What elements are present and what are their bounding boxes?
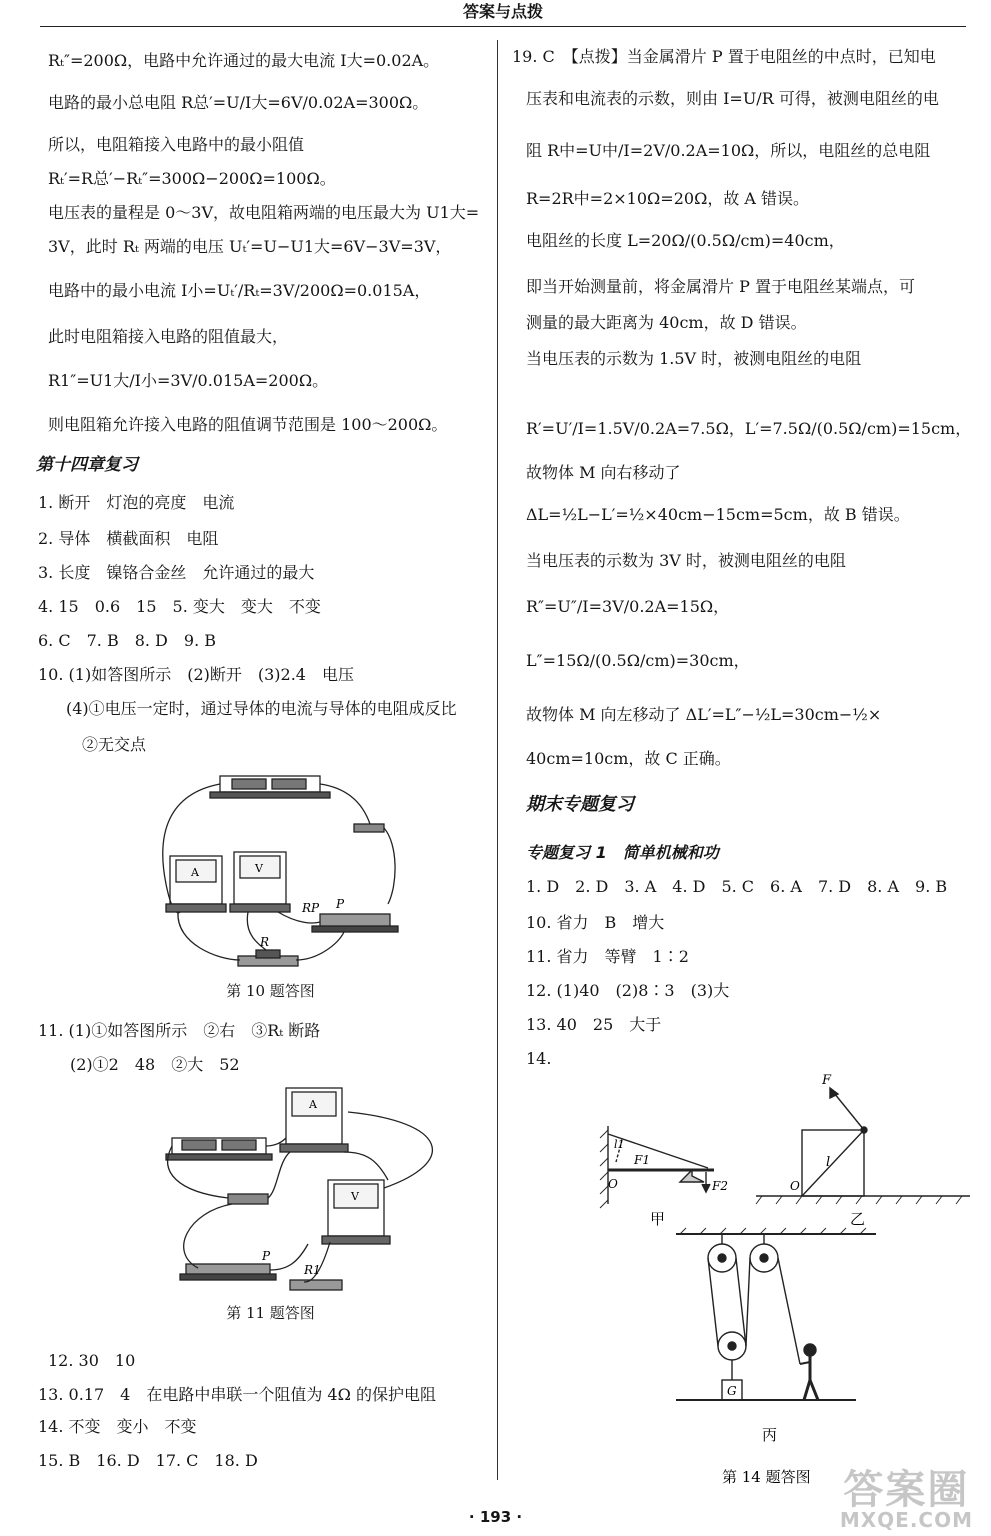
answer-line: 11. 省力 等臂 1∶2 (526, 947, 689, 966)
circuit-figure-11 (158, 1082, 458, 1294)
answer-line: (2)①2 48 ②大 52 (70, 1055, 240, 1074)
sub-label-yi: 乙 (850, 1210, 866, 1228)
watermark-logo-text: 答案圈 (843, 1467, 970, 1513)
text-line: 阻 R中=U中/I=2V/0.2A=10Ω，所以，电阻丝的总电阻 (526, 141, 931, 160)
text-line: 电路的最小总电阻 R总′=U/I大=6V/0.02A=300Ω。 (48, 93, 429, 112)
answer-line: 13. 0.17 4 在电路中串联一个阻值为 4Ω 的保护电阻 (38, 1385, 436, 1404)
answer-line: ②无交点 (82, 735, 147, 754)
answer-line: (4)①电压一定时，通过导体的电流与导体的电阻成反比 (66, 699, 457, 718)
answer-line: 12. 30 10 (48, 1351, 136, 1370)
answer-line: 14. 不变 变小 不变 (38, 1417, 197, 1436)
text-line: 则电阻箱允许接入电路的阻值调节范围是 100～200Ω。 (48, 415, 448, 434)
answer-line: 2. 导体 横截面积 电阻 (38, 529, 219, 548)
text-line: 当电压表的示数为 3V 时，被测电阻丝的电阻 (526, 551, 846, 570)
text-line: 测量的最大距离为 40cm，故 D 错误。 (526, 313, 807, 332)
voltmeter-label: V (351, 1190, 359, 1203)
text-line: 40cm=10cm，故 C 正确。 (526, 749, 731, 768)
r-label: R (260, 935, 270, 949)
text-line: 故物体 M 向右移动了 (526, 463, 681, 482)
watermark (839, 1467, 973, 1532)
sub-label-bing: 丙 (762, 1426, 778, 1444)
text-line: R1″=U1大/I小=3V/0.015A=200Ω。 (48, 371, 329, 390)
text-line: 压表和电流表的示数，则由 I=U/R 可得，被测电阻丝的电 (526, 89, 939, 108)
text-line: Rₜ′=R总′−Rₜ″=300Ω−200Ω=100Ω。 (48, 169, 336, 188)
switch (354, 824, 384, 832)
text-line: R=2R中=2×10Ω=20Ω，故 A 错误。 (526, 189, 810, 208)
answer-line: 6. C 7. B 8. D 9. B (38, 631, 216, 650)
section-title: 期末专题复习 (526, 794, 634, 815)
running-header: 答案与点拨 (40, 0, 966, 27)
ammeter-label: A (191, 866, 199, 879)
answer-line: 3. 长度 镍铬合金丝 允许通过的最大 (38, 563, 315, 582)
force-f2-label: F2 (712, 1179, 728, 1193)
text-line: 电压表的量程是 0～3V，故电阻箱两端的电压最大为 U1大= (48, 203, 480, 222)
answer-line: 13. 40 25 大于 (526, 1015, 662, 1034)
answer-line: 11. (1)①如答图所示 ②右 ③Rₜ 断路 (38, 1021, 321, 1040)
answer-line: 10. (1)如答图所示 (2)断开 (3)2.4 电压 (38, 665, 354, 684)
text-line: 19. C 【点拨】当金属滑片 P 置于电阻丝的中点时，已知电 (512, 47, 936, 66)
subsection-title: 专题复习 1 简单机械和功 (526, 843, 719, 862)
ammeter-label: A (309, 1098, 317, 1111)
pivot-o-label: O (790, 1179, 800, 1193)
switch (228, 1194, 268, 1204)
text-line: 此时电阻箱接入电路的阻值最大， (48, 327, 289, 346)
answer-line: 12. (1)40 (2)8∶3 (3)大 (526, 981, 730, 1000)
answer-line: 4. 15 0.6 15 5. 变大 变大 不变 (38, 597, 321, 616)
resistor (290, 1280, 342, 1290)
mechanics-figure-14 (586, 1064, 976, 1504)
p-label: P (336, 897, 345, 911)
section-title: 第十四章复习 (36, 455, 138, 475)
figure-caption: 第 14 题答图 (722, 1468, 811, 1486)
force-f-label: F (822, 1073, 832, 1088)
column-divider (497, 40, 498, 1480)
answer-line: 15. B 16. D 17. C 18. D (38, 1451, 258, 1470)
text-line: 当电压表的示数为 1.5V 时，被测电阻丝的电阻 (526, 349, 862, 368)
figure-caption: 第 10 题答图 (226, 982, 315, 1000)
answer-line: 1. D 2. D 3. A 4. D 5. C 6. A 7. D 8. A 9. B (526, 877, 948, 896)
r1-label: R1 (304, 1263, 321, 1277)
text-line: L″=15Ω/(0.5Ω/cm)=30cm， (526, 651, 750, 670)
text-line: 即当开始测量前，将金属滑片 P 置于电阻丝某端点，可 (526, 277, 915, 296)
sub-label-jia: 甲 (650, 1210, 666, 1228)
text-line: R″=U″/I=3V/0.2A=15Ω， (526, 597, 730, 616)
text-line: 电阻丝的长度 L=20Ω/(0.5Ω/cm)=40cm， (526, 231, 845, 250)
text-line: Rₜ″=200Ω，电路中允许通过的最大电流 I大=0.02A。 (48, 51, 440, 70)
p-label: P (262, 1249, 271, 1263)
answer-line: 1. 断开 灯泡的亮度 电流 (38, 493, 235, 512)
text-line: R′=U′/I=1.5V/0.2A=7.5Ω，L′=7.5Ω/(0.5Ω/cm)=15cm， (526, 419, 972, 438)
answer-line: 10. 省力 B 增大 (526, 913, 665, 932)
page-number: · 193 · (468, 1508, 523, 1526)
pivot-o-label: O (608, 1177, 618, 1191)
weight-g-label: G (727, 1384, 737, 1398)
text-line: ΔL=½L−L′=½×40cm−15cm=5cm，故 B 错误。 (526, 505, 910, 524)
voltmeter-label: V (255, 862, 263, 875)
text-line: 所以，电阻箱接入电路中的最小阻值 (48, 135, 305, 154)
watermark-url: MXQE.COM (839, 1508, 973, 1532)
text-line: 电路中的最小电流 I小=Uₜ′/Rₜ=3V/200Ω=0.015A， (48, 281, 431, 300)
force-f1-label: F1 (634, 1153, 650, 1167)
circuit-figure-10 (148, 764, 408, 976)
rp-label: RP (302, 901, 320, 915)
arm-l1-label: l1 (614, 1138, 625, 1151)
text-line: 故物体 M 向左移动了 ΔL′=L″−½L=30cm−½× (526, 705, 882, 724)
arm-l-label: l (826, 1155, 831, 1170)
answer-line: 14. (526, 1049, 552, 1068)
text-line: 3V，此时 Rₜ 两端的电压 Uₜ′=U−U1大=6V−3V=3V， (48, 237, 452, 256)
figure-caption: 第 11 题答图 (226, 1304, 315, 1322)
